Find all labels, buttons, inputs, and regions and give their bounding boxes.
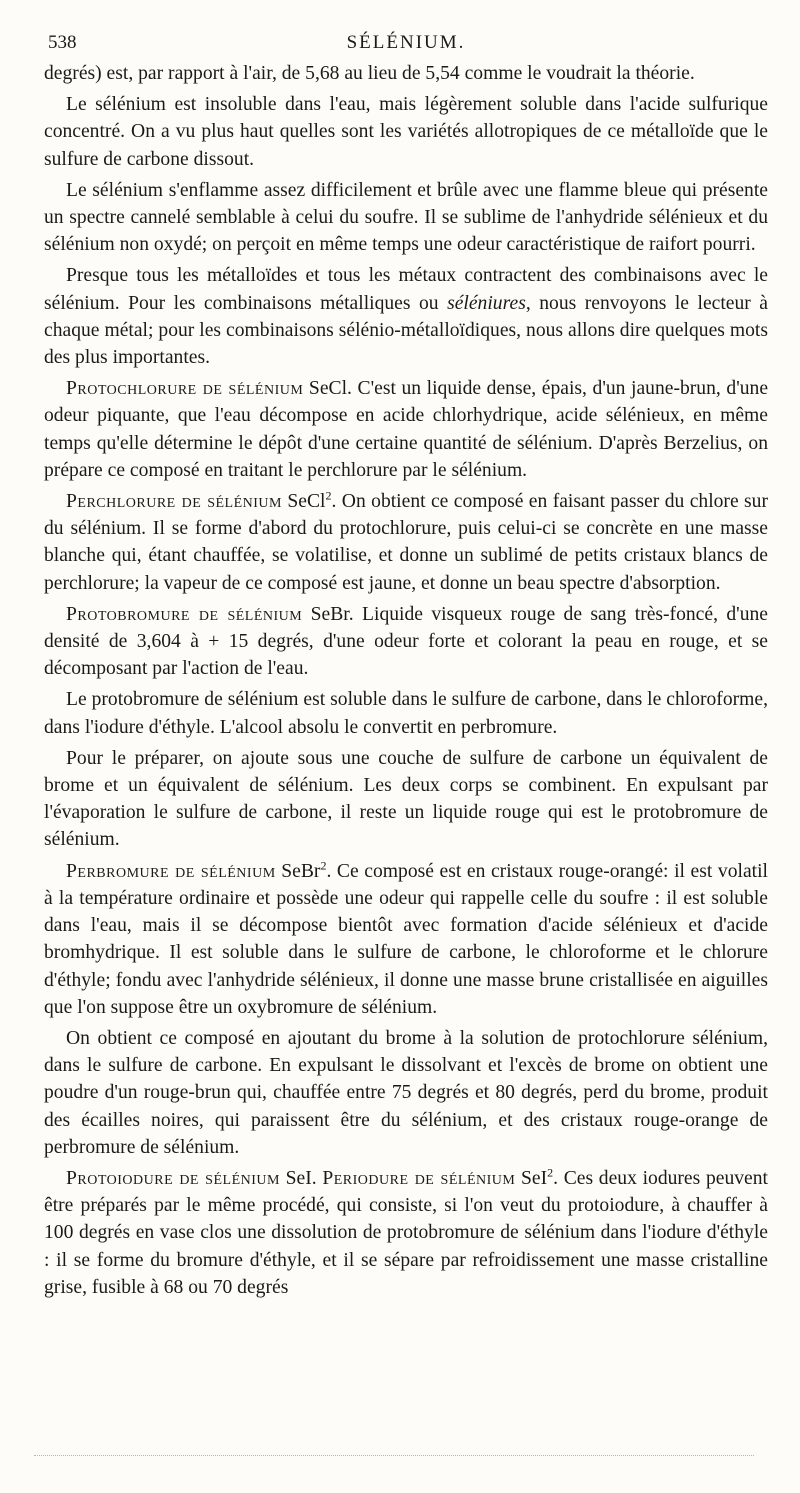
entry-body: C'est un liquide dense, épais, d'un jaune-brun, d'une odeur piquante, que l'eau décompose en acide chlorhydrique, acide sélénieux, en même temps qu'elle détermine le dépôt d'une certaine quantité de sélénium. D'après Berzelius, on prépare ce composé en traitant le perchlorure par le sélénium.	[44, 378, 769, 481]
book-page	[44, 30, 768, 1305]
entry-protobromure	[44, 601, 768, 683]
entry-body: . Ce composé est en cristaux rouge-orangé: il est volatil à la température ordinaire et possède une odeur qui rappelle celle du soufre : il est soluble dans l'eau, mais il se décompose bientôt avec formation d'acide sélénieux et d'acide bromhydrique. Il est soluble dans le sulfure de carbone, le chloroforme et le chlorure d'éthyle; fondu avec l'anhydride sélénieux, il donne une masse brune cristallisée en aiguilles que l'on suppose être un oxybromure de sélénium.	[44, 860, 768, 1018]
paragraph-protobromure-preparation: Pour le préparer, on ajoute sous une couche de sulfure de carbone un équivalent de brome et un équivalent de sélénium. Les deux corps se combinent. En expulsant par l'évaporation le sulfure de carbone, il reste un liquide rouge qui est le protobromure de sélénium.	[44, 747, 768, 851]
entry-perchlorure	[44, 488, 768, 597]
page-number: 538	[48, 32, 77, 53]
entry-heading: Protobromure de sélénium	[66, 603, 303, 625]
chemical-formula: SeI	[515, 1167, 548, 1189]
formula-exponent: 2	[320, 858, 327, 873]
paragraph-combinations	[44, 262, 768, 371]
paragraph-perbromure-preparation: On obtient ce composé en ajoutant du brome à la solution de protochlorure sélénium, dans le sulfure de carbone. En expulsant le dissolvant et l'excès de brome on obtient une poudre d'un rouge-brun qui, chauffée entre 75 degrés et 80 degrés, perd du brome, produit des écailles noires, qui paraissent être du sélénium, et des cristaux rouge-orange de perbromure de sélénium.	[44, 1027, 768, 1158]
entry-iodures	[44, 1165, 768, 1301]
entry-protochlorure	[44, 375, 768, 484]
italic-term: séléniures	[447, 292, 526, 314]
paragraph-combustion: Le sélénium s'enflamme assez difficilement et brûle avec une flamme bleue qui présente un spectre cannelé semblable à celui du soufre. Il se sublime de l'anhydride sélénieux et du sélénium non oxydé; on perçoit en même temps une odeur caractéristique de raifort pourri.	[44, 179, 768, 256]
chemical-formula: SeBr	[275, 860, 321, 882]
entry-heading: Perbromure de sélénium	[66, 860, 276, 882]
entry-body: . Ces deux iodures peuvent être préparés par le même procédé, qui consiste, si l'on veut du protoiodure, à chauffer à 100 degrés en vase clos une dissolution de protobromure de sélénium dans l'iodure d'éthyle : il se forme du bromure d'éthyle, et il se sépare par refroidissement une masse cristalline grise, fusible à 68 ou 70 degrés	[44, 1167, 768, 1298]
paragraph-text: Presque tous les métalloïdes et tous les métaux contractent des combinaisons avec le sélénium. Pour les combinaisons métalliques ou	[44, 265, 768, 314]
chemical-formula: SeI.	[279, 1167, 323, 1189]
running-title: SÉLÉNIUM.	[346, 32, 466, 53]
entry-perbromure	[44, 858, 768, 1021]
entry-body: Liquide visqueux rouge de sang très-foncé, d'une densité de 3,604 à + 15 degrés, d'une odeur forte et colorant la peau en rouge, et se décomposant par l'action de l'eau.	[44, 603, 768, 680]
entry-heading: Protochlorure de sélénium	[66, 378, 304, 400]
chemical-formula: SeCl.	[303, 378, 352, 400]
entry-heading: Perchlorure de sélénium	[66, 491, 282, 513]
paragraph-continuation: degrés) est, par rapport à l'air, de 5,68 au lieu de 5,54 comme le voudrait la théorie.	[44, 63, 695, 84]
chemical-formula: SeCl	[281, 491, 326, 513]
entry-body: . On obtient ce composé en faisant passer du chlore sur du sélénium. Il se forme d'abord du protochlorure, puis celui-ci se concrète en une masse blanche qui, étant chauffée, se volatilise, et donne un sublimé de petits cristaux blancs de perchlorure; la vapeur de ce composé est jaune, et donne un beau spectre d'absorption.	[44, 491, 768, 594]
page-header	[44, 30, 768, 60]
footer-dotted-rule	[34, 1455, 754, 1456]
paragraph-solubility: Le sélénium est insoluble dans l'eau, mais légèrement soluble dans l'acide sulfurique concentré. On a vu plus haut quelles sont les variétés allotropiques de ce métalloïde que le sulfure de carbone dissout.	[44, 94, 768, 170]
chemical-formula: SeBr.	[302, 603, 354, 625]
formula-exponent: 2	[325, 488, 332, 503]
entry-heading: Periodure de sélénium	[322, 1167, 516, 1189]
entry-heading: Protoiodure de sélénium	[66, 1167, 280, 1189]
body-text	[44, 60, 768, 1301]
formula-exponent: 2	[547, 1165, 554, 1180]
paragraph-protobromure-solubility: Le protobromure de sélénium est soluble dans le sulfure de carbone, dans le chloroforme, dans l'iodure d'éthyle. L'alcool absolu le convertit en perbromure.	[44, 689, 768, 738]
paragraph-text: , nous renvoyons le lecteur à chaque métal; pour les combinaisons sélénio-métalloïdiques, nous allons dire quelques mots des plus importantes.	[44, 292, 768, 369]
